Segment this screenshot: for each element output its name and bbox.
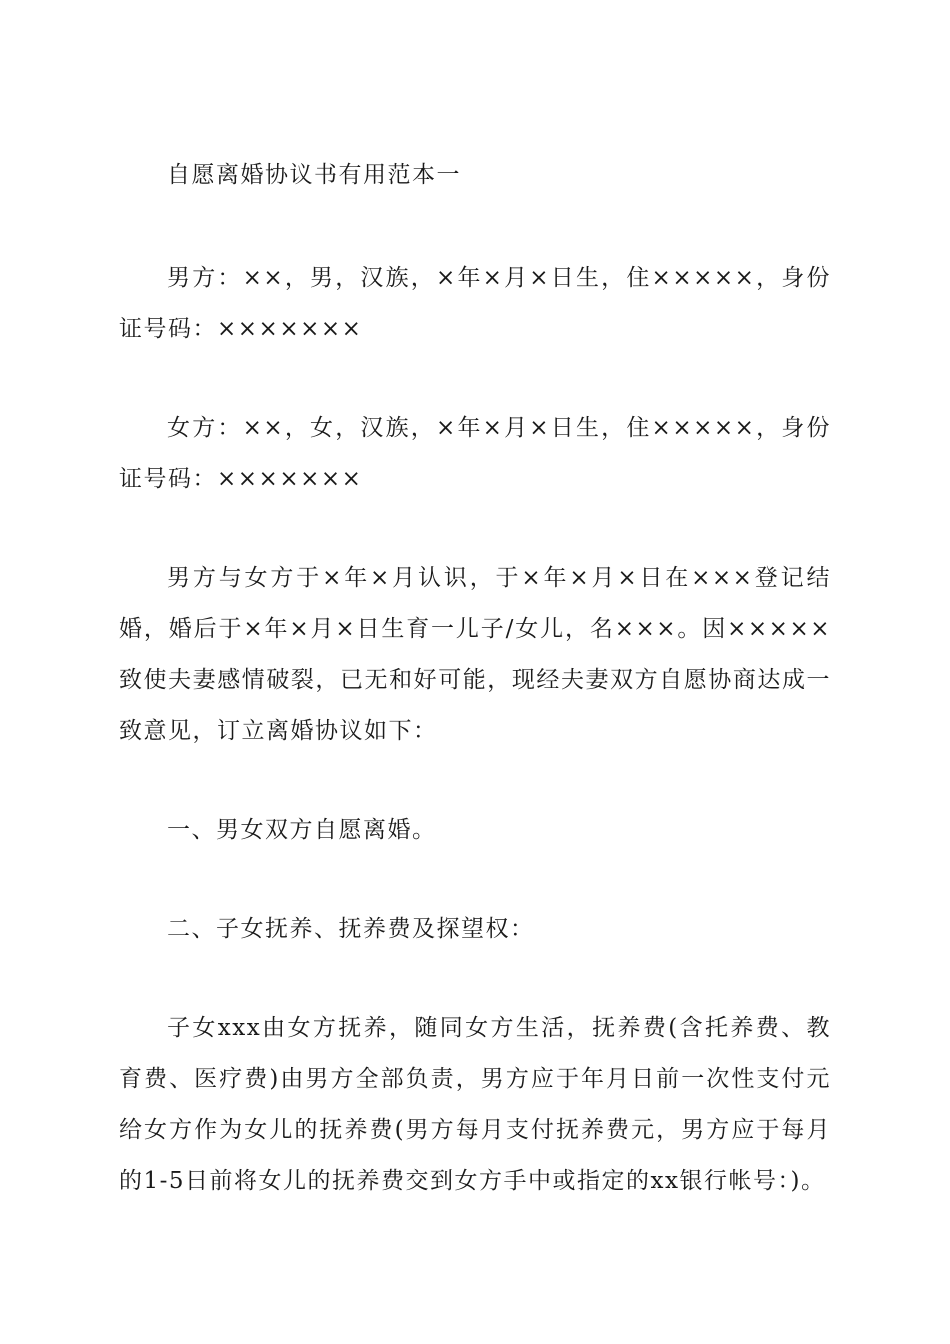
- background-paragraph: 男方与女方于×年×月认识，于×年×月×日在×××登记结婚，婚后于×年×月×日生育一儿子/女儿，名×××。因×××××致使夫妻感情破裂，已无和好可能，现经夫妻双方自愿协商达成一致意见，订立离婚协议如下：: [119, 565, 831, 744]
- clause-one-paragraph: 一、男女双方自愿离婚。: [167, 817, 437, 843]
- document-title: 自愿离婚协议书有用范本一: [167, 162, 461, 188]
- clause-two-heading: 二、子女抚养、抚养费及探望权：: [167, 916, 535, 942]
- female-party-paragraph: 女方：××，女，汉族，×年×月×日生，住×××××，身份证号码：×××××××: [119, 415, 831, 492]
- document-body: [119, 150, 831, 1207]
- child-support-paragraph: 子女xxx由女方抚养，随同女方生活，抚养费(含托养费、教育费、医疗费)由男方全部负责，男方应于年月日前一次性支付元给女方作为女儿的抚养费(男方每月支付抚养费元，男方应于每月的1-5日前将女儿的抚养费交到女方手中或指定的xx银行帐号：)。: [119, 1015, 831, 1194]
- male-party-paragraph: 男方：××，男，汉族，×年×月×日生，住×××××，身份证号码：×××××××: [119, 265, 831, 342]
